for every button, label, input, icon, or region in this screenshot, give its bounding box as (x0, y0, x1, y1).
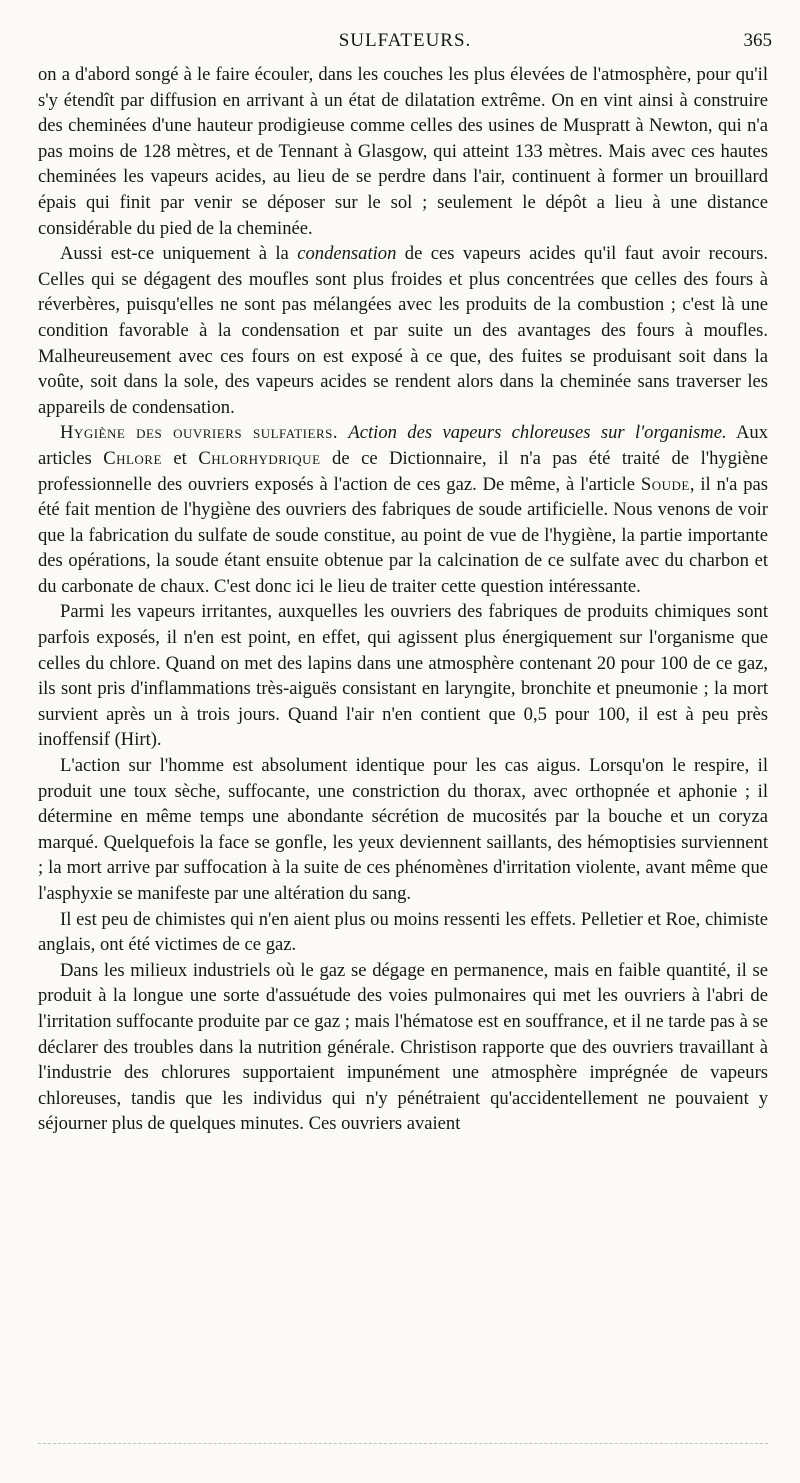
section-heading: Hygiène des ouvriers sulfatiers. (60, 422, 339, 444)
footer-rule (38, 1443, 768, 1444)
paragraph-3-part-4: , il n'a pas été fait mention de l'hygiène des ouvriers des fabriques de soude artificielle. Nous venons de voir que la fabrication du sulfate de soude constitue, au point de vue de l'hygiène, la partie importante des opérations, la soude étant ensuite obtenue par la calcination de ce sulfate avec du charbon et du carbonate de chaux. C'est donc ici le lieu de traiter cette question intéressante. (38, 473, 768, 597)
paragraph-6: Il est peu de chimistes qui n'en aient plus ou moins ressenti les effets. Pelletier et Roe, chimiste anglais, ont été victimes de ce gaz. (38, 908, 768, 956)
paragraph-1: on a d'abord songé à le faire écouler, dans les couches les plus élevées de l'atmosphère, pour qu'il s'y étendît par diffusion en arrivant à un état de dilatation extrême. On en vint ainsi à construire des cheminées d'une hauteur prodigieuse comme celles des usines de Muspratt à Newton, qui n'a pas moins de 128 mètres, et de Tennant à Glasgow, qui atteint 133 mètres. Mais avec ces hautes cheminées les vapeurs acides, au lieu de se perdre dans l'air, continuent à former un brouillard épais qui finit par venir se déposer sur le sol ; seulement le dépôt a lieu à une distance considérable du pied de la cheminée. (38, 64, 768, 239)
paragraph-7: Dans les milieux industriels où le gaz se dégage en permanence, mais en faible quantité, il se produit à la longue une sorte d'assuétude des voies pulmonaires qui met les ouvriers à l'abri de l'irritation suffocante produite par ce gaz ; mais l'hématose est en souffrance, et il ne tarde pas à se déclarer des troubles dans la nutrition générale. Christison rapporte que des ouvriers travaillant à l'industrie des chlorures supportaient impunément une atmosphère imprégnée de vapeurs chloreuses, tandis que les individus qui n'y pénétraient qu'accidentellement ne pouvaient y séjourner plus de quelques minutes. Ces ouvriers avaient (38, 959, 768, 1135)
article-ref-chlore: Chlore (103, 447, 162, 469)
paragraph-2-part-1: Aussi est-ce uniquement à la (60, 243, 298, 265)
paragraph-2 (38, 241, 768, 420)
paragraph-4: Parmi les vapeurs irritantes, auxquelles les ouvriers des fabriques de produits chimiques sont parfois exposés, il n'en est point, en effet, qui agissent plus énergiquement sur l'organisme que celles du chlore. Quand on met des lapins dans une atmosphère contenant 20 pour 100 de ce gaz, ils sont pris d'inflammations très-aiguës consistant en laryngite, bronchite et pneumonie ; la mort survient après un à trois jours. Quand l'air n'en contient que 0,5 pour 100, il est à peu près inoffensif (Hirt). (38, 601, 768, 751)
paragraph-5: L'action sur l'homme est absolument identique pour les cas aigus. Lorsqu'on le respire, il produit une toux sèche, suffocante, une constriction du thorax, avec orthopnée et aphonie ; il détermine en même temps une abondante sécrétion de mucosités par la bouche et un coryza marqué. Quelquefois la face se gonfle, les yeux deviennent saillants, des hémoptisies surviennent ; la mort arrive par suffocation à la suite de ces phénomènes d'irritation violente, avant même que l'asphyxie se manifeste par une altération du sang. (38, 755, 768, 904)
page-number: 365 (743, 30, 772, 51)
paragraph-3-part-2: et (161, 447, 199, 469)
running-head: SULFATEURS. (338, 30, 472, 51)
paragraph-2-emphasis: condensation (297, 243, 397, 265)
section-subheading: Action des vapeurs chloreuses sur l'organisme. (348, 422, 727, 444)
paragraph-2-part-2: de ces vapeurs acides qu'il faut avoir recours. Celles qui se dégagent des moufles sont plus froides et plus concentrées que celles des fours à réverbères, puisqu'elles ne sont pas mélangées avec les produits de la combustion ; c'est là une condition favorable à la condensation et par suite un des avantages des fours à moufles. Malheureusement avec ces fours on est exposé à ce que, des fuites se produisant soit dans la voûte, soit dans la sole, des vapeurs acides se rendent alors dans la cheminée sans traverser les appareils de condensation. (38, 243, 769, 418)
paragraph-3-part-1: Aux articles (38, 422, 768, 469)
paragraph-3 (38, 420, 768, 599)
body-text (38, 62, 768, 1137)
article-ref-chlorhydrique: Chlorhydrique (198, 447, 321, 469)
page-header (38, 30, 772, 56)
paragraph-3-part-3: de ce Dictionnaire, il n'a pas été traité de l'hygiène professionnelle des ouvriers exposés à l'action de ces gaz. De même, à l'article (38, 447, 768, 495)
article-ref-soude: Soude (640, 473, 690, 495)
